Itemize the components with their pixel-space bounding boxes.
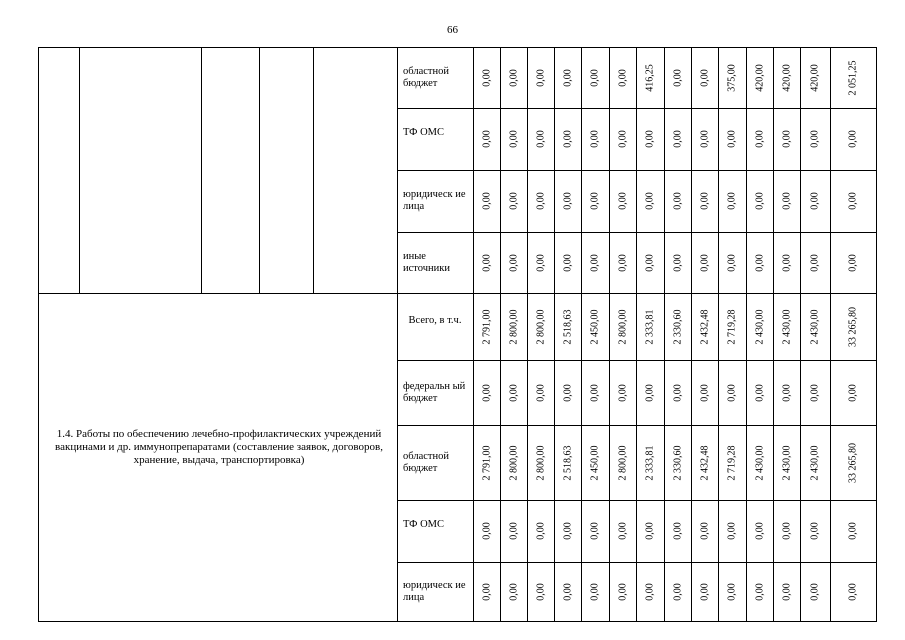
amount-cell: 0,00	[754, 130, 765, 148]
amount-cell: 0,00	[672, 253, 683, 272]
amount-cell: 33 265,80	[847, 306, 859, 347]
row-divider	[397, 360, 877, 361]
column-divider	[554, 47, 555, 621]
amount-cell: 0,00	[847, 130, 859, 148]
amount-cell: 0,00	[644, 130, 656, 148]
page-number: 66	[447, 24, 458, 36]
block-separator	[38, 293, 877, 294]
amount-cell: 2 800,00	[617, 309, 628, 344]
column-divider	[773, 47, 774, 621]
amount-cell: 0,00	[481, 582, 492, 601]
amount-cell: 2 450,00	[589, 445, 601, 480]
funding-source-label: областной бюджет	[403, 65, 449, 89]
amount-cell: 0,00	[617, 253, 628, 272]
amount-cell: 0,00	[481, 253, 492, 272]
amount-cell: 375,00	[726, 63, 738, 92]
row-divider	[397, 170, 877, 171]
amount-cell: 420,00	[809, 63, 821, 92]
column-divider	[800, 47, 801, 621]
amount-cell: 0,00	[781, 522, 792, 540]
amount-cell: 420,00	[781, 63, 792, 92]
amount-cell: 0,00	[562, 582, 573, 601]
amount-cell: 0,00	[699, 130, 710, 148]
amount-cell: 0,00	[726, 582, 738, 601]
amount-cell: 0,00	[535, 253, 546, 272]
amount-cell: 0,00	[508, 383, 519, 402]
amount-cell: 0,00	[589, 522, 601, 540]
amount-cell: 0,00	[617, 130, 628, 148]
amount-cell: 0,00	[508, 582, 519, 601]
row-divider	[397, 500, 877, 501]
amount-cell: 0,00	[699, 582, 710, 601]
amount-cell: 2 432,48	[699, 445, 710, 480]
amount-cell: 0,00	[617, 68, 628, 87]
column-divider	[38, 293, 39, 621]
amount-cell: 0,00	[617, 582, 628, 601]
column-divider	[691, 47, 692, 621]
amount-cell: 0,00	[726, 383, 738, 402]
amount-cell: 0,00	[508, 253, 519, 272]
amount-cell: 0,00	[508, 522, 519, 540]
amount-cell: 0,00	[562, 522, 573, 540]
amount-cell: 2 800,00	[535, 445, 546, 480]
amount-cell: 0,00	[809, 383, 821, 402]
column-divider	[79, 47, 80, 293]
amount-cell: 0,00	[562, 192, 573, 210]
amount-cell: 0,00	[589, 383, 601, 402]
funding-source-label: юридическ ие лица	[403, 189, 466, 212]
amount-cell: 0,00	[644, 383, 656, 402]
funding-source-label: иные источники	[403, 250, 450, 274]
amount-cell: 0,00	[726, 253, 738, 272]
amount-cell: 2 800,00	[535, 309, 546, 344]
amount-cell: 0,00	[754, 192, 765, 210]
column-divider	[609, 47, 610, 621]
amount-cell: 0,00	[562, 68, 573, 87]
amount-cell: 0,00	[672, 582, 683, 601]
amount-cell: 0,00	[699, 68, 710, 87]
amount-cell: 0,00	[562, 383, 573, 402]
amount-cell: 2 333,81	[644, 445, 656, 480]
amount-cell: 2 330,60	[672, 309, 683, 344]
amount-cell: 0,00	[535, 192, 546, 210]
amount-cell: 0,00	[754, 522, 765, 540]
amount-cell: 2 430,00	[781, 445, 792, 480]
amount-cell: 0,00	[699, 522, 710, 540]
column-divider	[473, 47, 474, 621]
amount-cell: 2 791,00	[481, 309, 492, 344]
column-divider	[397, 47, 398, 621]
amount-cell: 0,00	[809, 130, 821, 148]
amount-cell: 0,00	[847, 192, 859, 210]
amount-cell: 0,00	[535, 582, 546, 601]
amount-cell: 0,00	[754, 383, 765, 402]
amount-cell: 0,00	[726, 522, 738, 540]
amount-cell: 0,00	[589, 68, 601, 87]
amount-cell: 0,00	[535, 522, 546, 540]
amount-cell: 0,00	[589, 253, 601, 272]
amount-cell: 0,00	[726, 192, 738, 210]
amount-cell: 0,00	[644, 253, 656, 272]
amount-cell: 0,00	[781, 253, 792, 272]
amount-cell: 0,00	[535, 383, 546, 402]
amount-cell: 0,00	[644, 192, 656, 210]
amount-cell: 2 719,28	[726, 309, 738, 344]
amount-cell: 2 432,48	[699, 309, 710, 344]
column-divider	[746, 47, 747, 621]
amount-cell: 0,00	[699, 253, 710, 272]
table-top-border	[38, 47, 877, 48]
amount-cell: 0,00	[481, 192, 492, 210]
amount-cell: 0,00	[726, 130, 738, 148]
amount-cell: 0,00	[847, 253, 859, 272]
amount-cell: 0,00	[847, 383, 859, 402]
amount-cell: 2 430,00	[754, 445, 765, 480]
amount-cell: 0,00	[699, 383, 710, 402]
column-divider	[500, 47, 501, 621]
column-divider	[581, 47, 582, 621]
column-divider	[527, 47, 528, 621]
amount-cell: 0,00	[781, 192, 792, 210]
amount-cell: 0,00	[617, 192, 628, 210]
amount-cell: 2 330,60	[672, 445, 683, 480]
row-divider	[397, 425, 877, 426]
amount-cell: 2 800,00	[508, 309, 519, 344]
table-right-border	[876, 47, 877, 621]
amount-cell: 0,00	[508, 130, 519, 148]
amount-cell: 0,00	[809, 522, 821, 540]
funding-source-label: юридическ ие лица	[403, 579, 466, 603]
amount-cell: 0,00	[481, 68, 492, 87]
amount-cell: 420,00	[754, 63, 765, 92]
amount-cell: 0,00	[781, 383, 792, 402]
column-divider	[830, 47, 831, 621]
amount-cell: 0,00	[481, 130, 492, 148]
amount-cell: 0,00	[508, 68, 519, 87]
amount-cell: 0,00	[754, 253, 765, 272]
activity-description: 1.4. Работы по обеспечению лечебно-профилактических учреждений вакцинами и др. иммунопрепаратами (составление заявок, договоров, хранение, выдача, транспортировка)	[55, 428, 383, 466]
amount-cell: 2 800,00	[508, 445, 519, 480]
row-divider	[397, 108, 877, 109]
amount-cell: 0,00	[535, 130, 546, 148]
funding-source-label: федеральн ый бюджет	[403, 380, 466, 404]
amount-cell: 0,00	[699, 192, 710, 210]
column-divider	[636, 47, 637, 621]
amount-cell: 2 791,00	[481, 445, 492, 480]
funding-source-label: ТФ ОМС	[403, 519, 445, 530]
amount-cell: 2 518,63	[562, 309, 573, 344]
amount-cell: 2 800,00	[617, 445, 628, 480]
amount-cell: 0,00	[781, 582, 792, 601]
amount-cell: 0,00	[562, 130, 573, 148]
amount-cell: 0,00	[781, 130, 792, 148]
amount-cell: 2 430,00	[809, 445, 821, 480]
funding-source-label: Всего, в т.ч.	[408, 314, 462, 326]
amount-cell: 0,00	[809, 253, 821, 272]
amount-cell: 0,00	[809, 192, 821, 210]
amount-cell: 2 518,63	[562, 445, 573, 480]
amount-cell: 0,00	[672, 130, 683, 148]
funding-source-label: ТФ ОМС	[403, 127, 445, 138]
column-divider	[313, 47, 314, 293]
amount-cell: 0,00	[672, 192, 683, 210]
amount-cell: 0,00	[589, 192, 601, 210]
column-divider	[259, 47, 260, 293]
column-divider	[38, 47, 39, 293]
funding-source-label: областной бюджет	[403, 450, 449, 474]
amount-cell: 0,00	[508, 192, 519, 210]
column-divider	[664, 47, 665, 621]
amount-cell: 2 430,00	[781, 309, 792, 344]
amount-cell: 2 051,25	[847, 60, 859, 95]
amount-cell: 0,00	[562, 253, 573, 272]
amount-cell: 0,00	[672, 68, 683, 87]
amount-cell: 0,00	[617, 383, 628, 402]
amount-cell: 0,00	[809, 582, 821, 601]
amount-cell: 0,00	[589, 130, 601, 148]
amount-cell: 2 333,81	[644, 309, 656, 344]
amount-cell: 0,00	[847, 582, 859, 601]
column-divider	[718, 47, 719, 621]
amount-cell: 2 430,00	[754, 309, 765, 344]
column-divider	[201, 47, 202, 293]
amount-cell: 0,00	[617, 522, 628, 540]
row-divider	[397, 562, 877, 563]
table-bottom-border	[38, 621, 877, 622]
amount-cell: 2 719,28	[726, 445, 738, 480]
amount-cell: 0,00	[644, 522, 656, 540]
amount-cell: 0,00	[644, 582, 656, 601]
amount-cell: 0,00	[535, 68, 546, 87]
row-divider	[397, 232, 877, 233]
amount-cell: 0,00	[481, 383, 492, 402]
amount-cell: 0,00	[672, 522, 683, 540]
amount-cell: 0,00	[481, 522, 492, 540]
amount-cell: 2 450,00	[589, 309, 601, 344]
amount-cell: 0,00	[754, 582, 765, 601]
amount-cell: 2 430,00	[809, 309, 821, 344]
amount-cell: 416,25	[644, 63, 656, 92]
amount-cell: 0,00	[847, 522, 859, 540]
amount-cell: 0,00	[589, 582, 601, 601]
amount-cell: 33 265,80	[847, 442, 859, 483]
amount-cell: 0,00	[672, 383, 683, 402]
